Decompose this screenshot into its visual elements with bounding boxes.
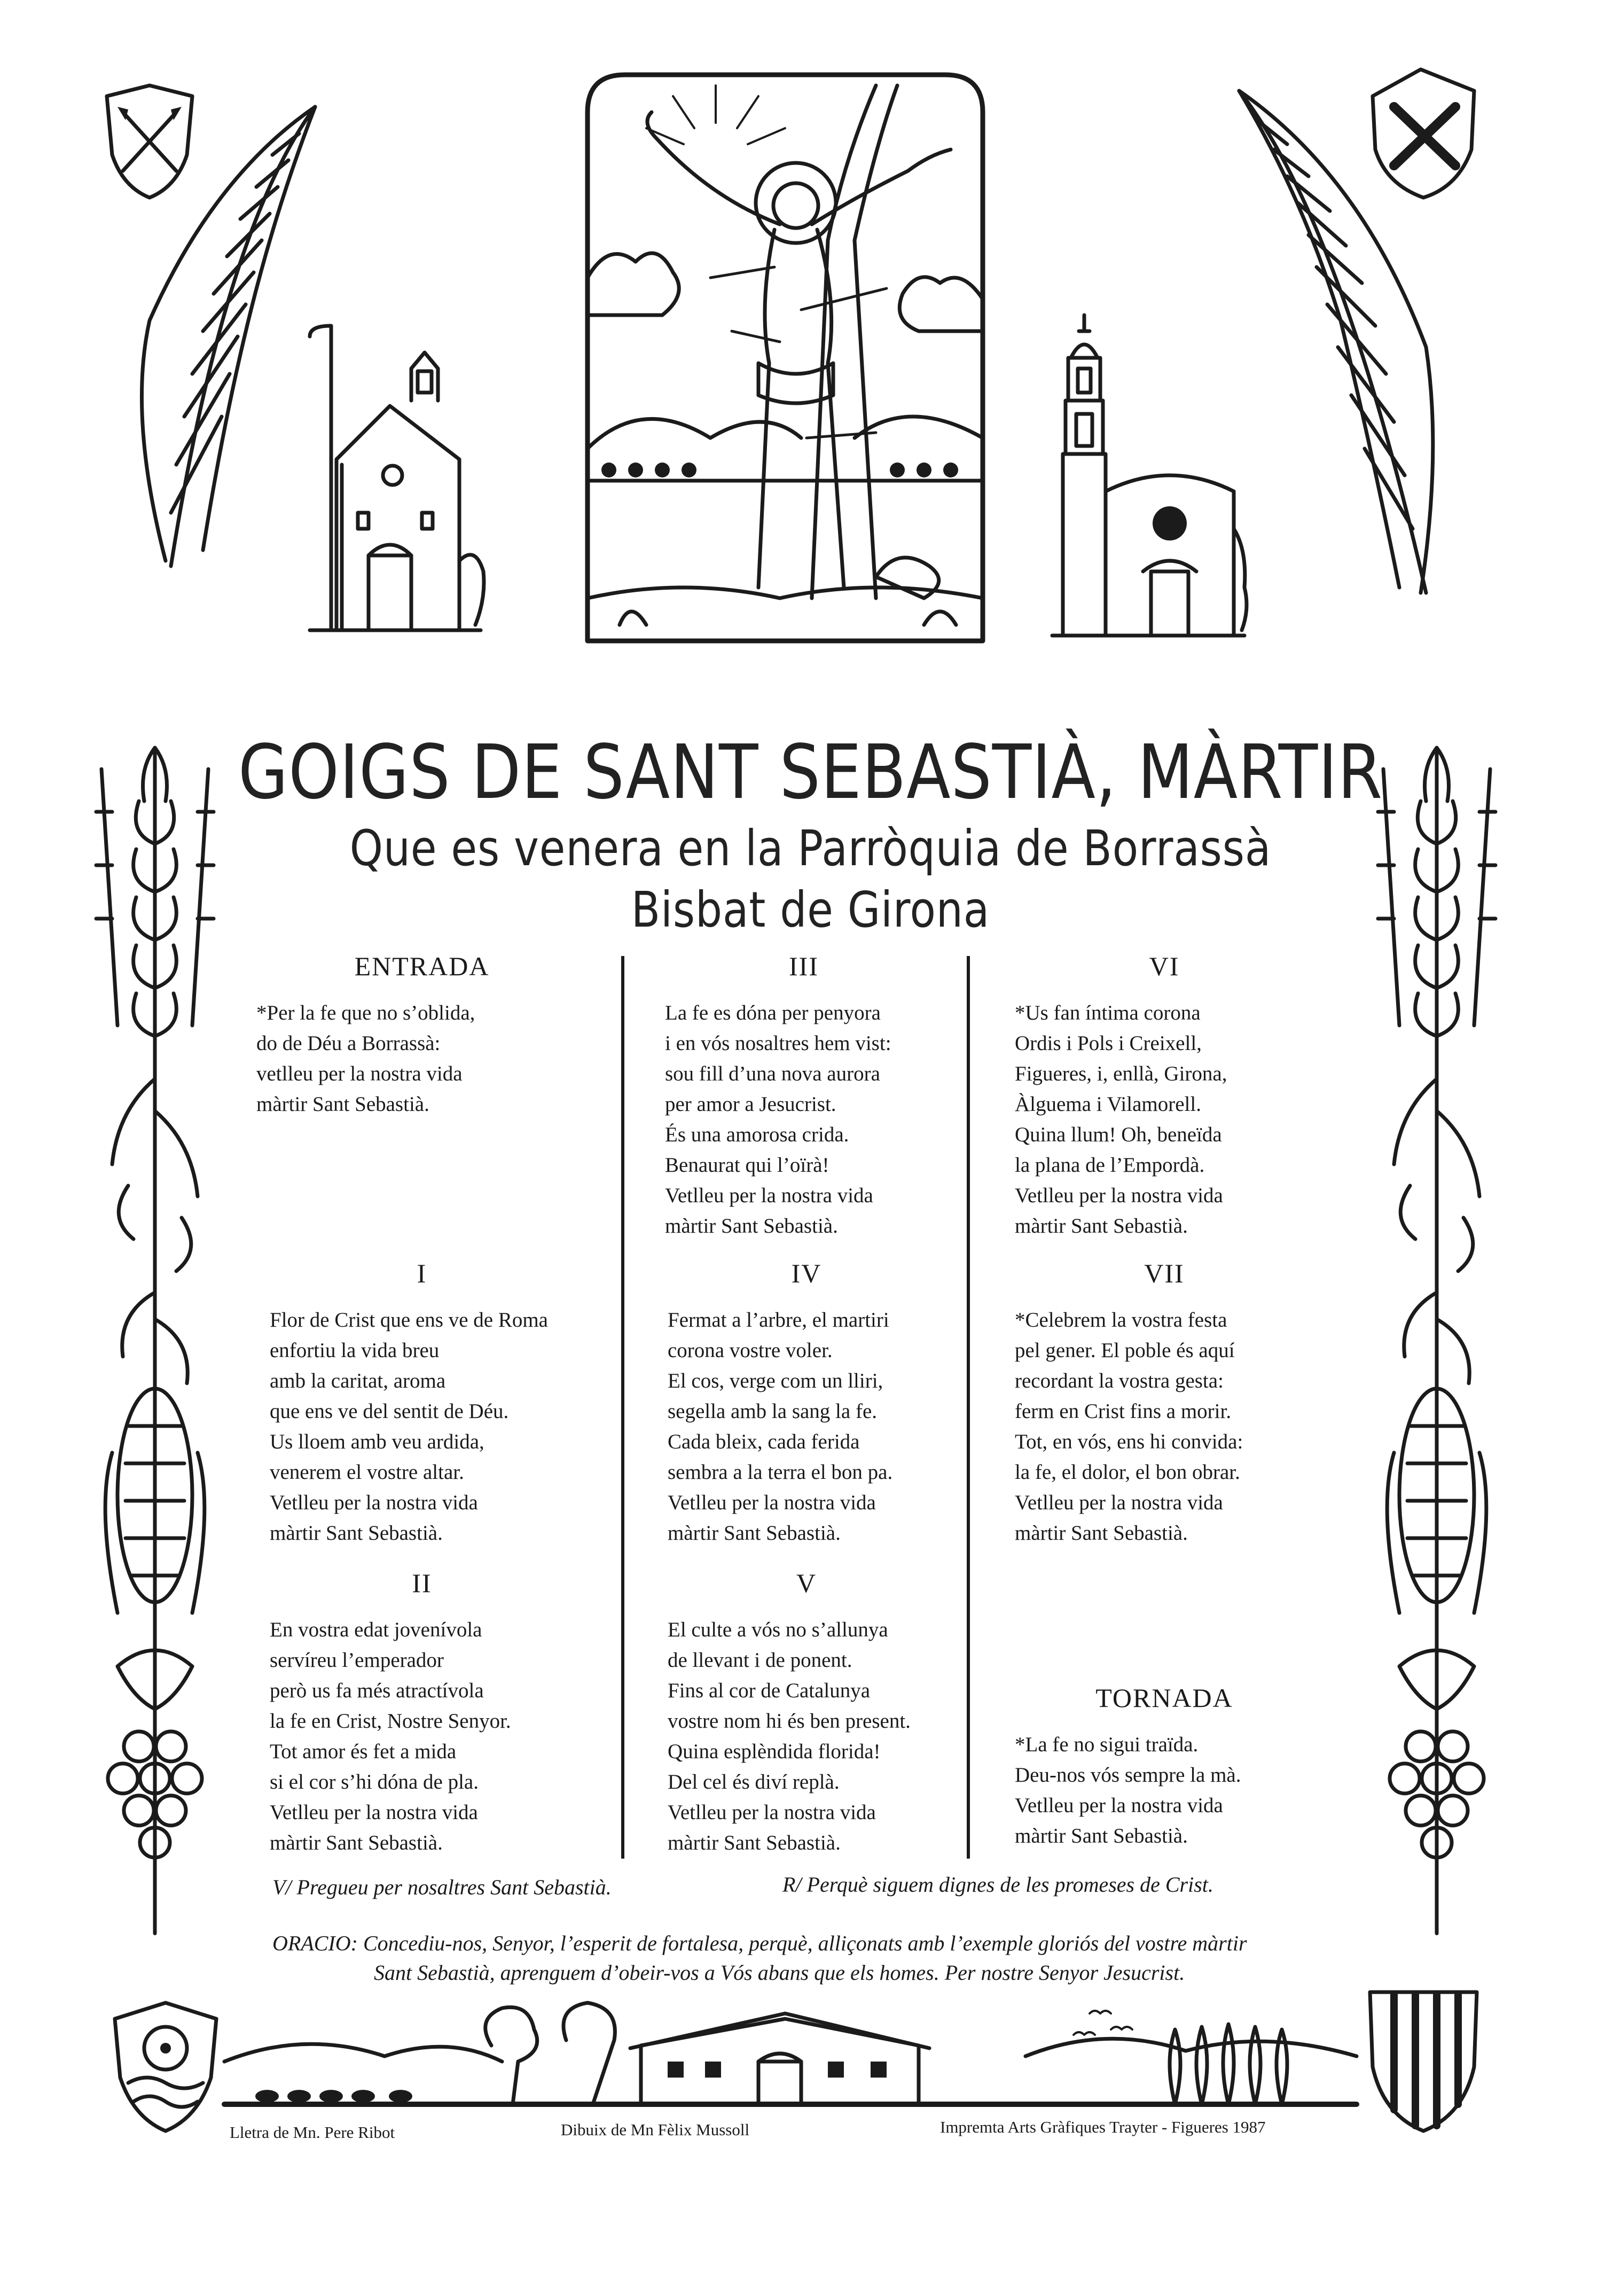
stanza-iv bbox=[668, 1258, 999, 1548]
stanza-heading: VI bbox=[1149, 951, 1180, 981]
stanza-heading: V bbox=[796, 1568, 817, 1598]
page-subtitle-line2: Bisbat de Girona bbox=[631, 881, 990, 938]
credit-printer: Impremta Arts Gràfiques Trayter - Figueres 1987 bbox=[940, 2118, 1266, 2136]
stanza-heading: TORNADA bbox=[1095, 1683, 1233, 1713]
prayer-line1 bbox=[272, 1931, 1247, 1956]
stanza-iii bbox=[665, 951, 996, 1241]
column-divider-left bbox=[621, 956, 624, 1859]
stanza-tornada bbox=[1015, 1682, 1346, 1851]
stanza-entrada bbox=[256, 951, 588, 1119]
stanza-text: *Celebrem la vostra festa pel gener. El poble és aquí recordant la vostra gesta: ferm en Crist fins a morir. Tot, en vós, ens hi convida: la fe, el dolor, el bon obrar. Vetlleu per la nostra vida màrtir Sant Sebastià. bbox=[1015, 1308, 1243, 1545]
stanza-i bbox=[270, 1258, 601, 1548]
stanza-text: *Per la fe que no s’oblida, do de Déu a Borrassà: vetlleu per la nostra vida màrtir Sant Sebastià. bbox=[256, 1001, 475, 1116]
waves-shield-icon bbox=[107, 1997, 224, 2136]
versicle: V/ Pregueu per nosaltres Sant Sebastià. bbox=[272, 1875, 612, 1899]
credit-drawing: Dibuix de Mn Fèlix Mussoll bbox=[561, 2120, 750, 2139]
prayer-line2: Sant Sebastià, aprenguem d’obeir-vos a Vós abans que els homes. Per nostre Senyor Jesucrist. bbox=[374, 1961, 1185, 1985]
farmhouse-landscape-icon bbox=[224, 1997, 1357, 2115]
bell-tower-church-icon bbox=[1041, 299, 1255, 646]
stanza-vii bbox=[1015, 1258, 1346, 1548]
stanza-text: En vostra edat jovenívola servíreu l’emperador però us fa més atractívola la fe en Crist, Nostre Senyor. Tot amor és fet a mida si el cor s’hi dóna de pla. Vetlleu per la nostra vida màrtir Sant Sebastià. bbox=[270, 1618, 511, 1854]
page-subtitle-line1: Que es venera en la Parròquia de Borrassà bbox=[349, 820, 1272, 877]
stanza-text: Flor de Crist que ens ve de Roma enfortiu la vida breu amb la caritat, aroma que ens ve del sentit de Déu. Us lloem amb veu ardida, venerem el vostre altar. Vetlleu per la nostra vida màrtir Sant Sebastià. bbox=[270, 1308, 548, 1545]
stanza-heading: VII bbox=[1144, 1258, 1185, 1288]
stanza-heading: IV bbox=[791, 1258, 822, 1288]
stanza-text: *Us fan íntima corona Ordis i Pols i Creixell, Figueres, i, enllà, Girona, Àlguema i Vilamorell. Quina llum! Oh, beneïda la plana de l’Empordà. Vetlleu per la nostra vida màrtir Sant Sebastià. bbox=[1015, 1001, 1227, 1237]
prayer-label: ORACIO: bbox=[272, 1931, 358, 1955]
stanza-text: El culte a vós no s’allunya de llevant i de ponent. Fins al cor de Catalunya vostre nom hi és ben present. Quina esplèndida florida! Del cel és diví replà. Vetlleu per la nostra vida màrtir Sant Sebastià. bbox=[668, 1618, 911, 1854]
stanza-heading: ENTRADA bbox=[354, 951, 490, 981]
response: R/ Perquè siguem dignes de les promeses de Crist. bbox=[782, 1872, 1213, 1897]
stanza-heading: I bbox=[417, 1258, 427, 1288]
stanza-heading: II bbox=[412, 1568, 432, 1598]
stanza-text: *La fe no sigui traïda. Deu-nos vós sempre la mà. Vetlleu per la nostra vida màrtir Sant Sebastià. bbox=[1015, 1733, 1241, 1847]
page-title: GOIGS DE SANT SEBASTIÀ, MÀRTIR bbox=[238, 729, 1383, 816]
stanza-v bbox=[668, 1568, 999, 1858]
saint-sebastian-woodcut-icon bbox=[577, 64, 993, 652]
stanza-text: La fe es dóna per penyora i en vós nosaltres hem vist: sou fill d’una nova aurora per amor a Jesucrist. És una amorosa crida. Benaurat qui l’oïrà! Vetlleu per la nostra vida màrtir Sant Sebastià. bbox=[665, 1001, 891, 1237]
right-palm-frond-icon bbox=[1223, 80, 1447, 614]
credit-lyrics: Lletra de Mn. Pere Ribot bbox=[230, 2123, 395, 2142]
stanza-text: Fermat a l’arbre, el martiri corona vostre voler. El cos, verge com un lliri, segella amb la sang la fe. Cada bleix, cada ferida sembra a la terra el bon pa. Vetlleu per la nostra vida màrtir Sant Sebastià. bbox=[668, 1308, 893, 1545]
stanza-heading: III bbox=[789, 951, 819, 981]
striped-shield-icon bbox=[1362, 1976, 1485, 2136]
chapel-left-icon bbox=[299, 320, 491, 641]
stanza-vi bbox=[1015, 951, 1346, 1241]
stanza-ii bbox=[270, 1568, 601, 1858]
prayer-text-line1: Concediu-nos, Senyor, l’esperit de fortalesa, perquè, alliçonats amb l’exemple gloriós del vostre màrtir bbox=[363, 1931, 1247, 1955]
